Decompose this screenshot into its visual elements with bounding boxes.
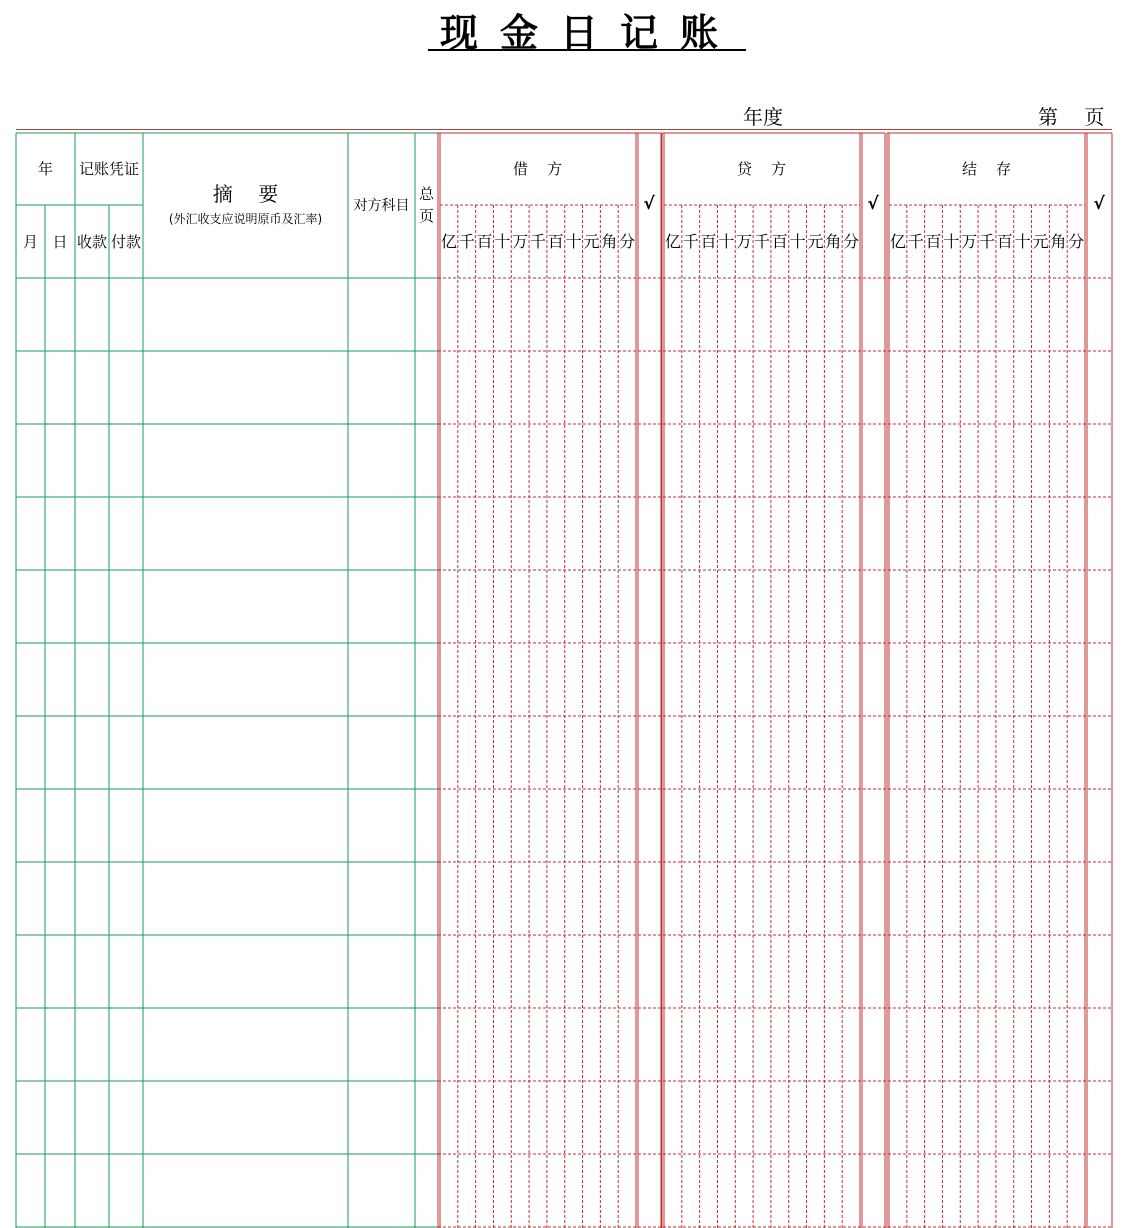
digit-label: 万 [961, 232, 978, 251]
receipt-header: 收款 [76, 233, 107, 251]
digit-label: 十 [943, 232, 960, 251]
digit-label: 百 [547, 232, 564, 251]
month-header: 月 [22, 233, 38, 251]
counter-account-header: 对方科目 [353, 198, 410, 214]
digit-label: 元 [583, 232, 600, 251]
credit-header: 贷 方 [736, 160, 787, 178]
digit-label: 百 [925, 232, 942, 251]
digit-label: 百 [700, 232, 717, 251]
digit-label: 元 [807, 232, 824, 251]
digit-label: 千 [529, 232, 546, 251]
payment-header: 付款 [110, 233, 141, 251]
page-title: 现金日记账 [439, 11, 740, 55]
page-number-label: 第 页 [1038, 105, 1105, 129]
summary-note: (外汇收支应说明原币及汇率) [168, 212, 323, 226]
digit-label: 角 [601, 232, 618, 251]
debit-header: 借 方 [512, 160, 563, 178]
digit-label: 角 [825, 232, 842, 251]
digit-label: 百 [996, 232, 1013, 251]
digit-label: 十 [565, 232, 582, 251]
digit-label: 千 [458, 232, 475, 251]
digit-label: 十 [718, 232, 735, 251]
digit-label: 百 [771, 232, 788, 251]
digit-label: 百 [476, 232, 493, 251]
digit-label: 十 [1014, 232, 1031, 251]
digit-label: 万 [736, 232, 753, 251]
digit-label: 千 [753, 232, 770, 251]
ledger-page-header-1: 总 [418, 185, 434, 203]
digit-label: 元 [1032, 232, 1049, 251]
credit-check-header: √ [867, 194, 879, 214]
digit-label: 亿 [440, 232, 457, 251]
digit-label: 千 [907, 232, 924, 251]
digit-label: 亿 [664, 232, 681, 251]
digit-label: 分 [843, 232, 860, 251]
digit-label: 十 [789, 232, 806, 251]
summary-header: 摘 要 [212, 182, 279, 206]
debit-check-header: √ [643, 194, 655, 214]
day-header: 日 [52, 233, 68, 251]
digit-label: 十 [494, 232, 511, 251]
digit-label: 亿 [889, 232, 906, 251]
balance-check-header: √ [1093, 194, 1105, 214]
digit-label: 分 [1068, 232, 1085, 251]
digit-label: 角 [1050, 232, 1067, 251]
balance-header: 结 存 [961, 160, 1012, 178]
digit-label: 分 [619, 232, 636, 251]
digit-label: 万 [512, 232, 529, 251]
digit-label: 千 [978, 232, 995, 251]
voucher-header: 记账凭证 [78, 160, 139, 178]
year-label: 年度 [743, 105, 783, 129]
ledger-page-header-2: 页 [418, 207, 434, 225]
digit-label: 千 [682, 232, 699, 251]
year-header: 年 [37, 160, 53, 178]
